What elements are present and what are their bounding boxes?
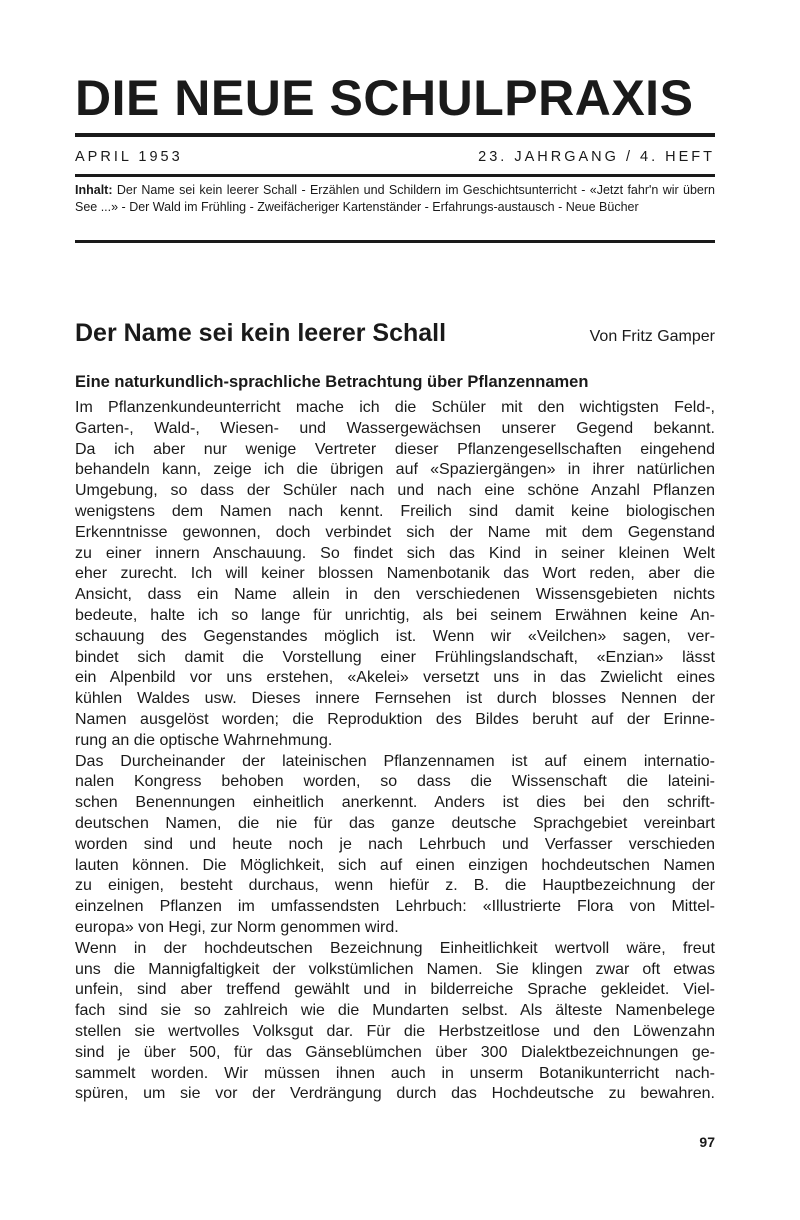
body-line: Das Durcheinander der lateinischen Pflanzennamen ist auf einem internatio- [75,752,715,770]
body-line: nalen Kongress behoben worden, so dass die Wissenschaft die lateini- [75,773,715,791]
body-line: schen Benennungen einheitlich anerkennt. Anders ist dies bei den schrift- [75,794,715,812]
article-author: Von Fritz Gamper [589,328,715,345]
body-line: schauung des Gegenstandes möglich ist. Wenn wir «Veilchen» sagen, ver- [75,627,715,645]
title-rule [75,133,715,137]
article-title: Der Name sei kein leerer Schall [75,319,447,347]
body-line: lauten können. Die Möglichkeit, sich auf einen einzigen hochdeutschen Namen [75,856,715,874]
body-line: bindet sich damit die Vorstellung einer Frühlingslandschaft, «Enzian» lässt [75,648,715,666]
body-line: Ansicht, dass ein Name allein in den verschiedenen Wissensgebieten nichts [75,586,715,604]
body-line: ein Alpenbild vor uns erstehen, «Akelei» versetzt uns in das Zwielicht eines [75,669,715,687]
issue-volume: 23. JAHRGANG / 4. HEFT [478,149,715,165]
body-line: deutschen Namen, die nie für das ganze deutsche Sprachgebiet vereinbart [75,814,715,832]
issue-info-row [75,148,715,166]
body-line: sammelt worden. Wir müssen ihnen auch in unserm Botanikunterricht nach- [75,1064,715,1082]
body-line: Da ich aber nur wenige Vertreter dieser Pflanzengesellschaften eingehend [75,440,715,458]
body-line: Erkenntnisse gewonnen, doch verbindet sich der Name mit dem Gegenstand [75,523,715,541]
contents-top-rule [75,174,715,177]
body-line: Garten-, Wald-, Wiesen- und Wassergewächsen unserer Gegend bekannt. [75,419,715,437]
body-line: wenigstens dem Namen nach kennt. Freilich sind damit keine biologischen [75,502,715,520]
body-line: stellen sie wertvolles Volksgut dar. Für die Herbstzeitlose und den Löwenzahn [75,1022,715,1040]
body-line: fach sind sie so zahlreich wie die Mundarten selbst. Als älteste Namenbelege [75,1002,715,1020]
body-line: behandeln kann, zeige ich die übrigen auf «Spaziergängen» in ihrer natürlichen [75,461,715,479]
page-number: 97 [699,1134,715,1150]
body-line: einzelnen Pflanzen im umfassendsten Lehrbuch: «Illustrierte Flora von Mittel- [75,898,715,916]
body-line: bedeute, halte ich so lange für unrichtig, als bei seinem Erwähnen keine An- [75,606,715,624]
issue-date: APRIL 1953 [75,149,183,165]
body-line: Wenn in der hochdeutschen Bezeichnung Einheitlichkeit wertvoll wäre, freut [75,939,715,957]
body-line: rung an die optische Wahrnehmung. [75,731,333,749]
table-of-contents [75,182,715,216]
article-body [75,398,715,1105]
body-line: Namen ausgelöst worden; die Reproduktion des Bildes beruht auf der Erinne- [75,710,715,728]
body-line: sind je über 500, für das Gänseblümchen über 300 Dialektbezeichnungen ge- [75,1043,715,1061]
body-line: Im Pflanzenkundeunterricht mache ich die Schüler mit den wichtigsten Feld-, [75,399,715,416]
article-subtitle: Eine naturkundlich-sprachliche Betrachtung über Pflanzennamen [75,373,589,391]
body-line: europa» von Hegi, zur Norm genommen wird. [75,918,399,936]
contents-label: Inhalt: [75,183,113,197]
journal-title: DIE NEUE SCHULPRAXIS [75,70,694,126]
body-line: kühlen Waldes usw. Dieses innere Fernsehen ist durch blosses Nennen der [75,690,715,708]
body-line: unfein, sind aber treffend gewählt und in bilderreiche Sprache gekleidet. Viel- [75,981,715,999]
contents-bottom-rule [75,240,715,243]
body-line: zu einigen, besteht durchaus, wenn hiefür z. B. die Hauptbezeichnung der [75,877,715,895]
body-line: Umgebung, so dass der Schüler nach und nach eine schöne Anzahl Pflanzen [75,482,715,500]
body-line: zu einer innern Anschauung. So findet sich das Kind in seiner kleinen Welt [75,544,715,562]
body-line: uns die Mannigfaltigkeit der volkstümlichen Namen. Sie klingen zwar oft etwas [75,960,715,978]
body-line: spüren, um sie vor der Verdrängung durch das Hochdeutsche zu bewahren. [75,1085,715,1103]
body-line: worden sind und heute noch je nach Lehrbuch und Verfasser verschieden [75,835,715,853]
contents-text: Der Name sei kein leerer Schall - Erzählen und Schildern im Geschichtsunterricht - «Jetzt fahr'n wir übern See ...» - Der Wald im Frühling - Zweifächeriger Kartenständer - Erfahrungs-austausch - Neue Bücher [75,183,715,214]
body-line: eher zurecht. Ich will keiner blossen Namenbotanik das Wort reden, aber die [75,565,715,583]
